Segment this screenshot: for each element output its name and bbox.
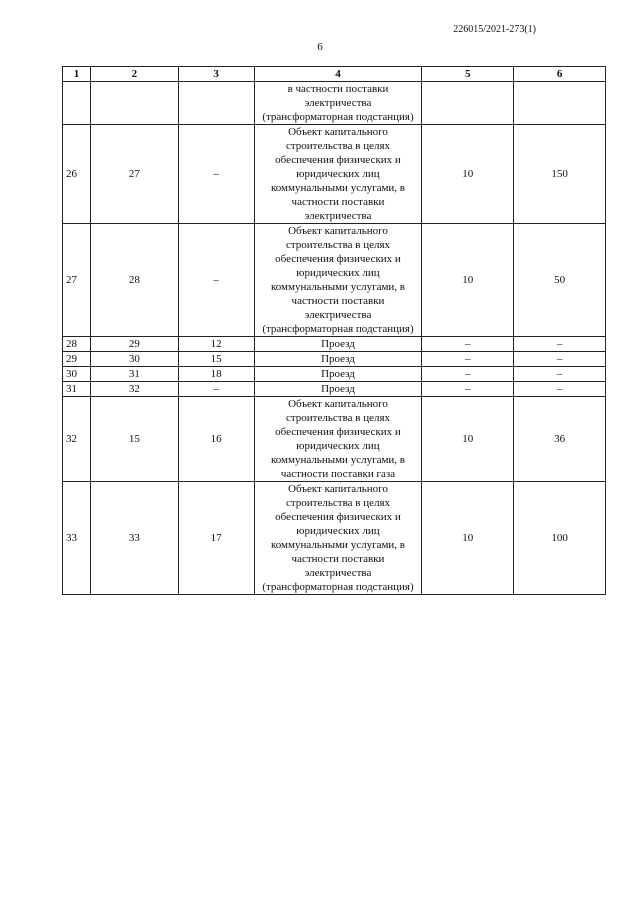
table-cell-c6: 150 — [514, 125, 606, 224]
table-cell-c2: 27 — [90, 125, 178, 224]
column-header: 2 — [90, 67, 178, 82]
page-number: 6 — [317, 41, 323, 53]
table-cell-c1: 30 — [63, 367, 91, 382]
table-cell-c6 — [514, 82, 606, 125]
column-header: 1 — [63, 67, 91, 82]
table-cell-c4: в частности поставки электричества (трансформаторная подстанция) — [254, 82, 422, 125]
table-cell-c2 — [90, 82, 178, 125]
table-header-row — [63, 67, 606, 82]
table-cell-c6: – — [514, 337, 606, 352]
table-cell-c3: – — [178, 125, 254, 224]
table-cell-c3: 18 — [178, 367, 254, 382]
table-cell-c3: 15 — [178, 352, 254, 367]
table-cell-c5: 10 — [422, 397, 514, 482]
table-cell-c3: – — [178, 224, 254, 337]
table-cell-c1: 31 — [63, 382, 91, 397]
table-row — [63, 382, 606, 397]
table-cell-c5: 10 — [422, 224, 514, 337]
table-cell-c4: Проезд — [254, 367, 422, 382]
table-cell-c3: 16 — [178, 397, 254, 482]
table-row — [63, 224, 606, 337]
table-cell-c5 — [422, 82, 514, 125]
table-cell-c6: – — [514, 352, 606, 367]
table-cell-c1 — [63, 82, 91, 125]
table-cell-c4: Объект капитального строительства в целях обеспечения физических и юридических лиц коммунальными услугами, в частности поставки электричества (трансформаторная подстанция) — [254, 224, 422, 337]
table-cell-c6: 100 — [514, 482, 606, 595]
table-cell-c1: 27 — [63, 224, 91, 337]
table-cell-c5: – — [422, 352, 514, 367]
table-cell-c1: 29 — [63, 352, 91, 367]
table-cell-c3 — [178, 82, 254, 125]
table-cell-c6: – — [514, 382, 606, 397]
table-cell-c4: Объект капитального строительства в целях обеспечения физических и юридических лиц коммунальными услугами, в частности поставки газа — [254, 397, 422, 482]
table-cell-c1: 28 — [63, 337, 91, 352]
table-cell-c2: 15 — [90, 397, 178, 482]
table-cell-c6: 36 — [514, 397, 606, 482]
table-row — [63, 82, 606, 125]
table-cell-c1: 32 — [63, 397, 91, 482]
table-cell-c2: 29 — [90, 337, 178, 352]
table-cell-c3: – — [178, 382, 254, 397]
table-row — [63, 367, 606, 382]
table-row — [63, 397, 606, 482]
table-cell-c5: – — [422, 382, 514, 397]
table-cell-c6: – — [514, 367, 606, 382]
table-cell-c3: 17 — [178, 482, 254, 595]
column-header: 4 — [254, 67, 422, 82]
table-row — [63, 482, 606, 595]
table-cell-c1: 26 — [63, 125, 91, 224]
table-cell-c2: 33 — [90, 482, 178, 595]
table-cell-c4: Проезд — [254, 337, 422, 352]
table-cell-c1: 33 — [63, 482, 91, 595]
table-cell-c2: 30 — [90, 352, 178, 367]
table-cell-c3: 12 — [178, 337, 254, 352]
column-header: 3 — [178, 67, 254, 82]
data-table — [62, 66, 606, 595]
table-cell-c2: 28 — [90, 224, 178, 337]
table-cell-c2: 32 — [90, 382, 178, 397]
column-header: 6 — [514, 67, 606, 82]
table-cell-c5: 10 — [422, 125, 514, 224]
table-cell-c2: 31 — [90, 367, 178, 382]
table-cell-c4: Объект капитального строительства в целях обеспечения физических и юридических лиц коммунальными услугами, в частности поставки электричества (трансформаторная подстанция) — [254, 482, 422, 595]
table-cell-c4: Объект капитального строительства в целях обеспечения физических и юридических лиц коммунальными услугами, в частности поставки электричества — [254, 125, 422, 224]
table-row — [63, 352, 606, 367]
table-cell-c4: Проезд — [254, 352, 422, 367]
table-row — [63, 125, 606, 224]
table-cell-c5: – — [422, 367, 514, 382]
column-header: 5 — [422, 67, 514, 82]
document-number: 226015/2021-273(1) — [453, 24, 536, 35]
table-cell-c5: – — [422, 337, 514, 352]
table-cell-c6: 50 — [514, 224, 606, 337]
table-row — [63, 337, 606, 352]
table-cell-c5: 10 — [422, 482, 514, 595]
table-cell-c4: Проезд — [254, 382, 422, 397]
